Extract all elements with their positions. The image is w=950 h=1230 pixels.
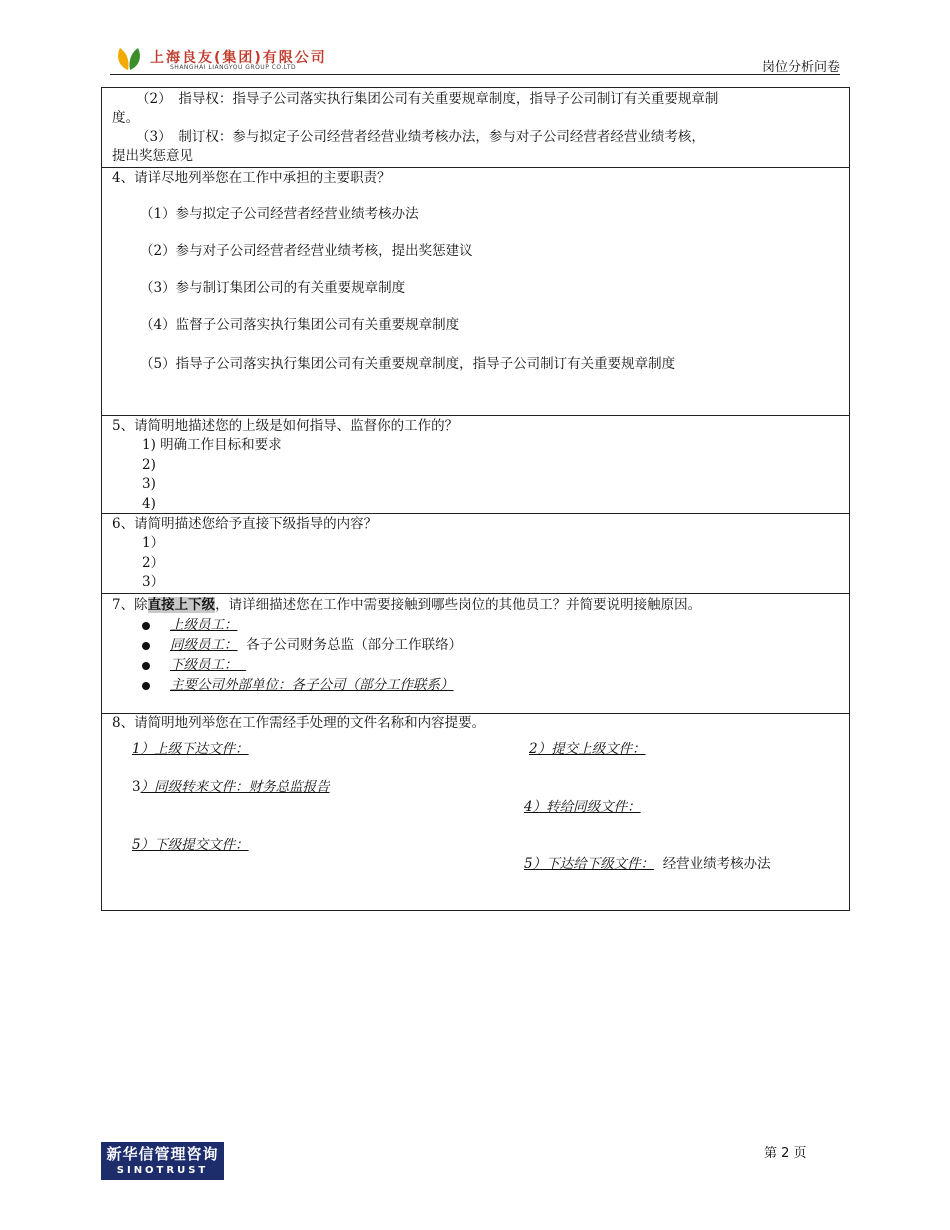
- bullet-dot-icon: [142, 662, 150, 670]
- contact-label: 同级员工：: [170, 637, 238, 653]
- documents-question: 8、请简明地列举您在工作需经手处理的文件名称和内容提要。: [112, 715, 486, 731]
- bullet-dot-icon: [142, 622, 150, 630]
- bullet-dot-icon: [142, 682, 150, 690]
- contacts-q-highlight: 直接上下级: [147, 597, 216, 613]
- subordinate-item: 3）: [142, 574, 165, 590]
- sinotrust-logo: [101, 1142, 224, 1180]
- doc-to-superior: 2）提交上级文件：: [529, 741, 646, 757]
- subordinate-question: 6、请简明描述您给予直接下级指导的内容？: [112, 516, 378, 532]
- section-supervisor: [102, 416, 849, 514]
- doc-to-peer: 4）转给同级文件：: [524, 799, 641, 815]
- duty-item: （3）参与制订集团公司的有关重要规章制度: [140, 280, 406, 296]
- contact-label: 主要公司外部单位：各子公司（部分工作联系）: [170, 677, 454, 693]
- section-subordinate: [102, 514, 849, 594]
- contacts-q-prefix: 7、除: [112, 597, 148, 613]
- company-name-cn: 上海良友(集团)有限公司: [150, 50, 327, 66]
- duty-item: （1）参与拟定子公司经营者经营业绩考核办法: [140, 206, 419, 222]
- supervisor-item: 2): [142, 456, 156, 473]
- footer-logo-cn: 新华信管理咨询: [106, 1145, 219, 1163]
- duty-item: （2）参与对子公司经营者经营业绩考核，提出奖惩建议: [140, 243, 473, 259]
- supervisor-item: 1) 明确工作目标和要求: [142, 437, 282, 453]
- questionnaire-form: [101, 87, 850, 911]
- doc-to-subordinate-value: 经营业绩考核办法: [662, 856, 771, 872]
- doc-to-subordinate-label: 5）下达给下级文件：: [524, 856, 655, 872]
- page-header: [110, 44, 840, 75]
- contact-bullet: [112, 615, 839, 635]
- supervisor-question: 5、请简明地描述您的上级是如何指导、监督你的工作的？: [112, 418, 459, 434]
- doc-from-superior: 1）上级下达文件：: [132, 741, 249, 757]
- subordinate-item: 1）: [142, 535, 165, 551]
- authority-line-3-cont: 提出奖惩意见: [112, 148, 193, 164]
- doc-from-peer: [132, 778, 330, 797]
- footer-logo-en: SINOTRUST: [116, 1165, 209, 1176]
- doc-from-subordinate: 5）下级提交文件：: [132, 837, 249, 853]
- contact-bullet: [112, 655, 839, 675]
- doc-from-peer-label: ）同级转来文件：财务总监报告: [140, 779, 330, 795]
- leaf-logo-icon: [114, 46, 144, 72]
- authority-line-2: （2） 指导权：指导子公司落实执行集团公司有关重要规章制度，指导子公司制订有关重要规章制: [136, 91, 719, 107]
- authority-line-3: （3） 制订权：参与拟定子公司经营者经营业绩考核办法，参与对子公司经营者经营业绩考核，: [136, 129, 705, 145]
- duty-item: （4）监督子公司落实执行集团公司有关重要规章制度: [140, 317, 460, 333]
- contact-label: 上级员工：: [170, 617, 238, 633]
- contact-value: 各子公司财务总监（部分工作联络）: [246, 637, 463, 653]
- page-number: 第 2 页: [764, 1146, 807, 1161]
- contact-bullet: [112, 675, 839, 695]
- document-title: 岗位分析问卷: [761, 60, 840, 75]
- subordinate-item: 2）: [142, 554, 165, 571]
- supervisor-item: 3): [142, 476, 156, 492]
- bullet-dot-icon: [142, 642, 150, 650]
- company-name-en: SHANGHAI LIANGYOU GROUP CO.LTD: [170, 64, 297, 71]
- doc-from-peer-num: 3: [132, 779, 141, 795]
- doc-to-subordinate: [524, 855, 771, 874]
- contacts-q-suffix: ，请详细描述您在工作中需要接触到哪些岗位的其他员工？并简要说明接触原因。: [215, 597, 702, 613]
- section-contacts: [102, 594, 849, 714]
- authority-line-2-cont: 度。: [112, 110, 139, 126]
- section-duties: [102, 168, 849, 416]
- contact-bullet: [112, 635, 839, 655]
- duties-question: 4、请详尽地列举您在工作中承担的主要职责？: [112, 170, 391, 186]
- contact-label: 下级员工：: [170, 657, 238, 673]
- supervisor-item: 4): [142, 495, 156, 512]
- section-authority: [102, 88, 849, 168]
- section-documents: [102, 714, 849, 911]
- duty-item: （5）指导子公司落实执行集团公司有关重要规章制度，指导子公司制订有关重要规章制度: [140, 356, 676, 372]
- contacts-question: [112, 596, 839, 615]
